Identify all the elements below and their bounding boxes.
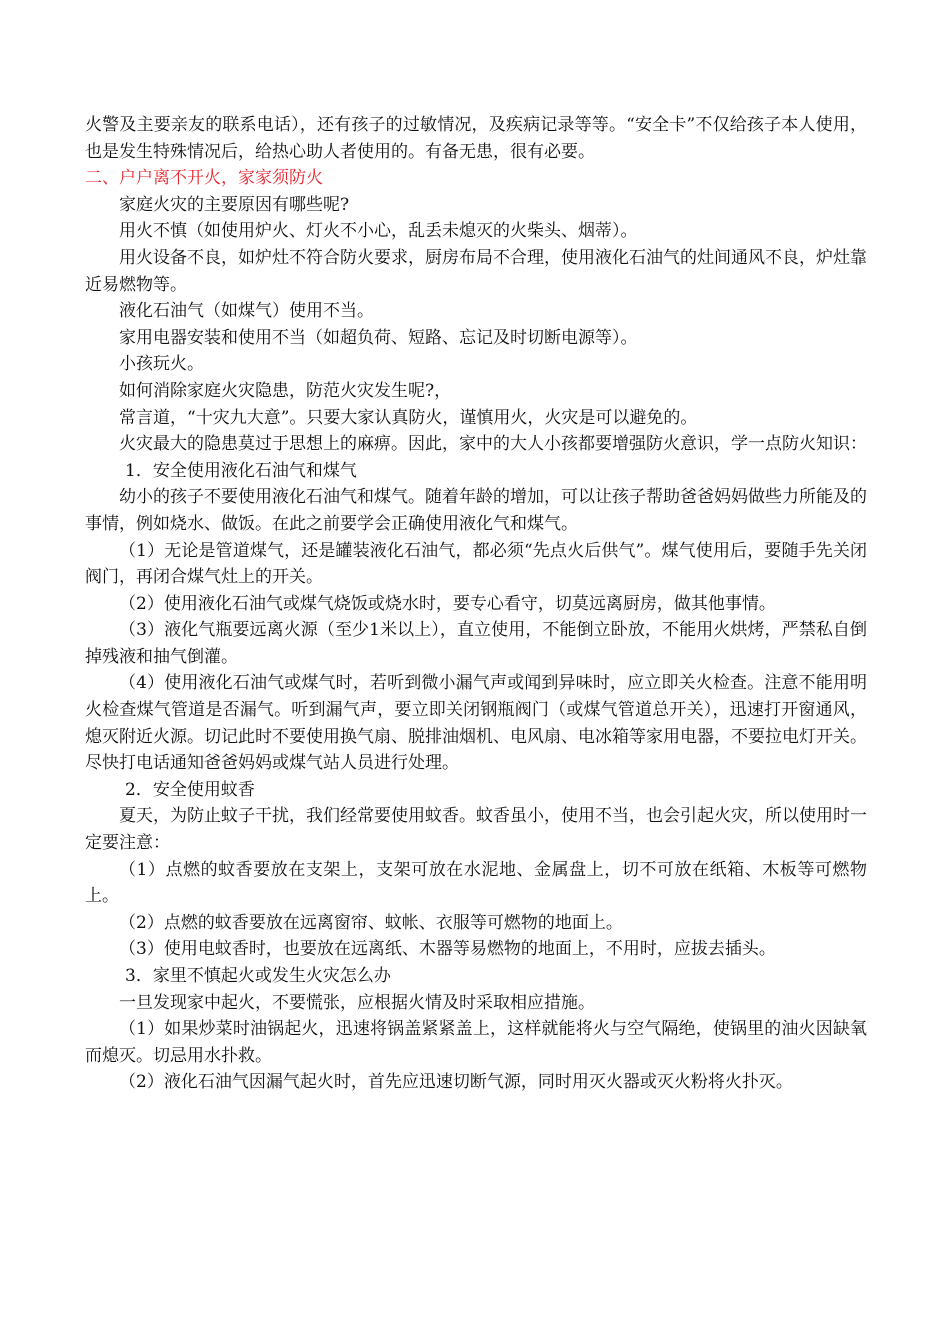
cause-item-5: 小孩玩火。 bbox=[119, 354, 204, 375]
subsection-2-item-1: （1）点燃的蚊香要放在支架上，支架可放在水泥地、金属盘上，切不可放在纸箱、木板等可燃物上。 bbox=[85, 859, 867, 907]
cause-item-3: 液化石油气（如煤气）使用不当。 bbox=[119, 301, 374, 322]
causes-question: 家庭火灾的主要原因有哪些呢? bbox=[119, 194, 350, 215]
subsection-2-intro: 夏天，为防止蚊子干扰，我们经常要使用蚊香。蚊香虽小，使用不当，也会引起火灾，所以使用时一定要注意： bbox=[85, 806, 867, 854]
document-page bbox=[85, 112, 867, 1096]
intro-continued-paragraph: 火警及主要亲友的联系电话），还有孩子的过敏情况，及疾病记录等等。“安全卡”不仅给孩子本人使用，也是发生特殊情况后，给热心助人者使用的。有备无患，很有必要。 bbox=[85, 115, 867, 162]
subsection-3-intro: 一旦发现家中起火，不要慌张，应根据火情及时采取相应措施。 bbox=[119, 992, 595, 1013]
subsection-2-item-3: （3）使用电蚊香时，也要放在远离纸、木器等易燃物的地面上，不用时，应拔去插头。 bbox=[119, 939, 776, 960]
cause-item-4: 家用电器安装和使用不当（如超负荷、短路、忘记及时切断电源等）。 bbox=[119, 327, 638, 348]
section-heading: 二、户户离不开火，家家须防火 bbox=[85, 168, 323, 189]
subsection-1-item-2: （2）使用液化石油气或煤气烧饭或烧水时，要专心看守，切莫远离厨房，做其他事情。 bbox=[119, 593, 776, 614]
subsection-3-title: 3．家里不慎起火或发生火灾怎么办 bbox=[125, 966, 391, 986]
subsection-1-item-3: （3）液化气瓶要远离火源（至少1米以上），直立使用，不能倒立卧放，不能用火烘烤，严禁私自倒掉残液和抽气倒灌。 bbox=[85, 620, 867, 667]
subsection-1-title: 1．安全使用液化石油气和煤气 bbox=[125, 460, 357, 481]
subsection-2-item-2: （2）点燃的蚊香要放在远离窗帘、蚊帐、衣服等可燃物的地面上。 bbox=[119, 912, 623, 933]
saying-paragraph: 常言道，“十灾九大意”。只要大家认真防火，谨慎用火，火灾是可以避免的。 bbox=[119, 407, 698, 428]
subsection-1-item-1: （1）无论是管道煤气，还是罐装液化石油气，都必须“先点火后供气”。煤气使用后，要随手先关闭阀门，再闭合煤气灶上的开关。 bbox=[85, 540, 867, 588]
subsection-3-item-1: （1）如果炒菜时油锅起火，迅速将锅盖紧紧盖上，这样就能将火与空气隔绝，使锅里的油火因缺氧而熄灭。切忌用水扑救。 bbox=[85, 1019, 867, 1066]
cause-item-1: 用火不慎（如使用炉火、灯火不小心，乱丢未熄灭的火柴头、烟蒂）。 bbox=[119, 221, 638, 242]
subsection-1-intro: 幼小的孩子不要使用液化石油气和煤气。随着年龄的增加，可以让孩子帮助爸爸妈妈做些力所能及的事情，例如烧水、做饭。在此之前要学会正确使用液化气和煤气。 bbox=[85, 487, 867, 534]
subsection-3-item-2: （2）液化石油气因漏气起火时，首先应迅速切断气源，同时用灭火器或灭火粉将火扑灭。 bbox=[119, 1072, 793, 1093]
prevent-question: 如何消除家庭火灾隐患，防范火灾发生呢?， bbox=[119, 380, 452, 401]
subsection-2-title: 2．安全使用蚊香 bbox=[125, 779, 255, 800]
subsection-1-item-4: （4）使用液化石油气或煤气时，若听到微小漏气声或闻到异味时，应立即关火检查。注意不能用明火检查煤气管道是否漏气。听到漏气声，要立即关闭钢瓶阀门（或煤气管道总开关），迅速打开窗通风，熄灭附近火源。切记此时不要使用换气扇、脱排油烟机、电风扇、电冰箱等家用电器，不要拉电灯开关。尽快打电话通知爸爸妈妈或煤气站人员进行处理。 bbox=[85, 673, 867, 774]
awareness-paragraph: 火灾最大的隐患莫过于思想上的麻痹。因此，家中的大人小孩都要增强防火意识，学一点防火知识： bbox=[119, 434, 867, 455]
cause-item-2: 用火设备不良，如炉灶不符合防火要求，厨房布局不合理，使用液化石油气的灶间通风不良，炉灶靠近易燃物等。 bbox=[85, 247, 867, 295]
